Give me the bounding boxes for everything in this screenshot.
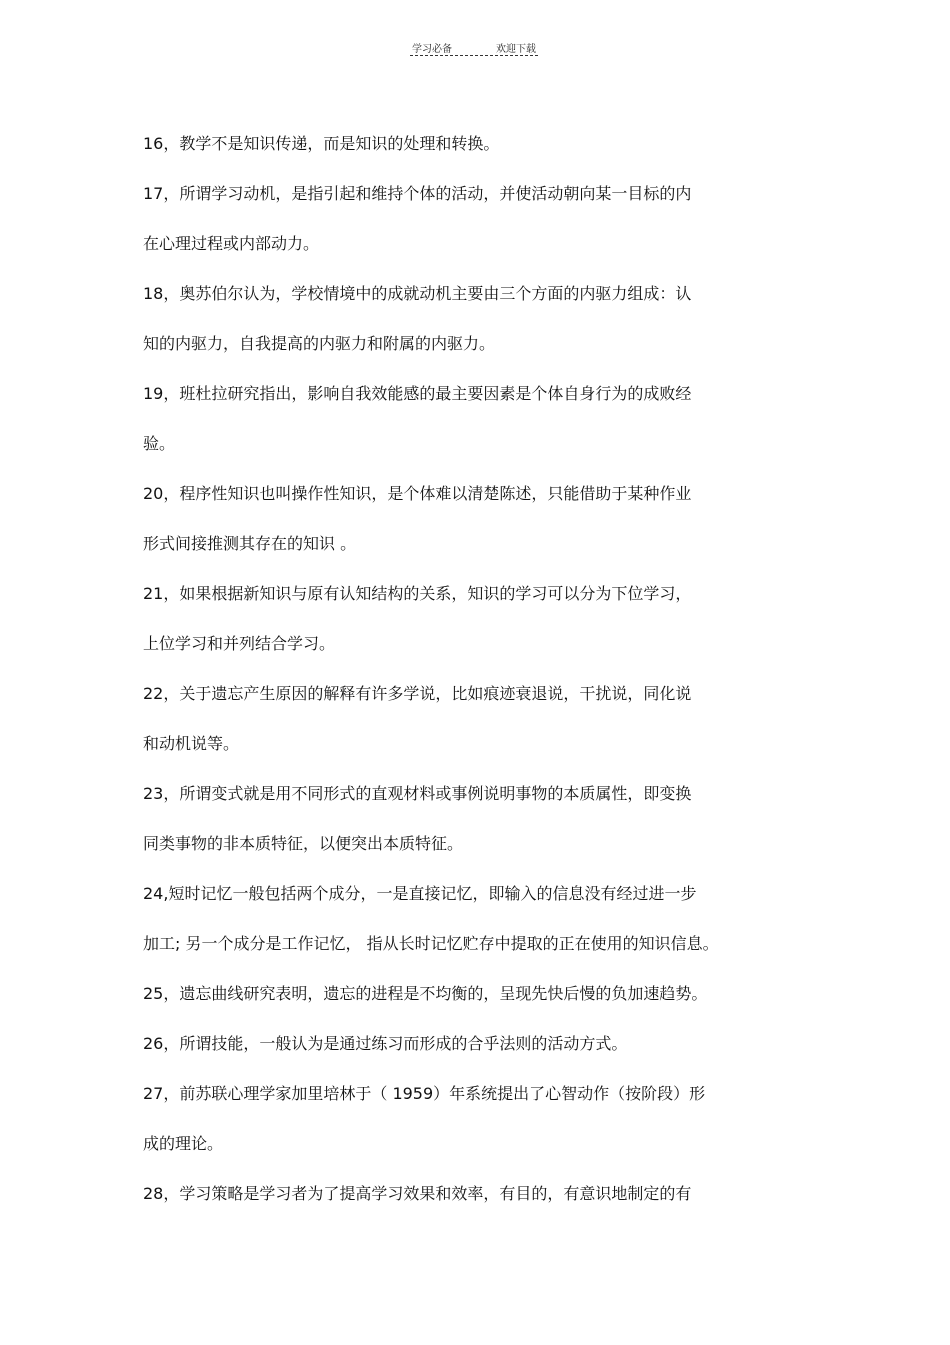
text-line: 17，所谓学习动机，是指引起和维持个体的活动，并使活动朝向某一目标的内 — [143, 184, 692, 203]
page-header — [410, 38, 538, 58]
text-line: 加工; 另一个成分是工作记忆， 指从长时记忆贮存中提取的正在使用的知识信息。 — [143, 934, 719, 953]
header-divider — [410, 55, 538, 56]
text-line: 20，程序性知识也叫操作性知识，是个体难以清楚陈述，只能借助于某种作业 — [143, 484, 692, 503]
text-line: 25，遗忘曲线研究表明，遗忘的进程是不均衡的，呈现先快后慢的负加速趋势。 — [143, 984, 708, 1003]
header-left-text: 学习必备 — [412, 44, 452, 55]
text-line: 知的内驱力，自我提高的内驱力和附属的内驱力。 — [143, 334, 496, 353]
text-line: 同类事物的非本质特征，以便突出本质特征。 — [143, 834, 464, 853]
text-line: 26，所谓技能，一般认为是通过练习而形成的合乎法则的活动方式。 — [143, 1034, 628, 1053]
text-line: 上位学习和并列结合学习。 — [143, 634, 336, 653]
text-line: 成的理论。 — [143, 1134, 224, 1153]
text-line: 形式间接推测其存在的知识 。 — [143, 534, 357, 553]
text-line: 验。 — [143, 434, 176, 453]
text-line: 在心理过程或内部动力。 — [143, 234, 320, 253]
text-line: 22，关于遗忘产生原因的解释有许多学说，比如痕迹衰退说，干扰说，同化说 — [143, 684, 692, 703]
text-line: 16，教学不是知识传递，而是知识的处理和转换。 — [143, 134, 500, 153]
header-right-text: 欢迎下载 — [496, 44, 536, 55]
text-line: 28，学习策略是学习者为了提高学习效果和效率，有目的，有意识地制定的有 — [143, 1184, 692, 1203]
text-line: 24,短时记忆一般包括两个成分，一是直接记忆，即输入的信息没有经过进一步 — [143, 884, 697, 903]
text-line: 18，奥苏伯尔认为，学校情境中的成就动机主要由三个方面的内驱力组成：认 — [143, 284, 692, 303]
text-line: 23，所谓变式就是用不同形式的直观材料或事例说明事物的本质属性，即变换 — [143, 784, 692, 803]
document-body — [143, 131, 803, 1231]
text-line: 和动机说等。 — [143, 734, 240, 753]
text-line: 21，如果根据新知识与原有认知结构的关系，知识的学习可以分为下位学习， — [143, 584, 692, 603]
text-line: 27，前苏联心理学家加里培林于（ 1959）年系统提出了心智动作（按阶段）形 — [143, 1084, 706, 1103]
text-line: 19，班杜拉研究指出，影响自我效能感的最主要因素是个体自身行为的成败经 — [143, 384, 692, 403]
